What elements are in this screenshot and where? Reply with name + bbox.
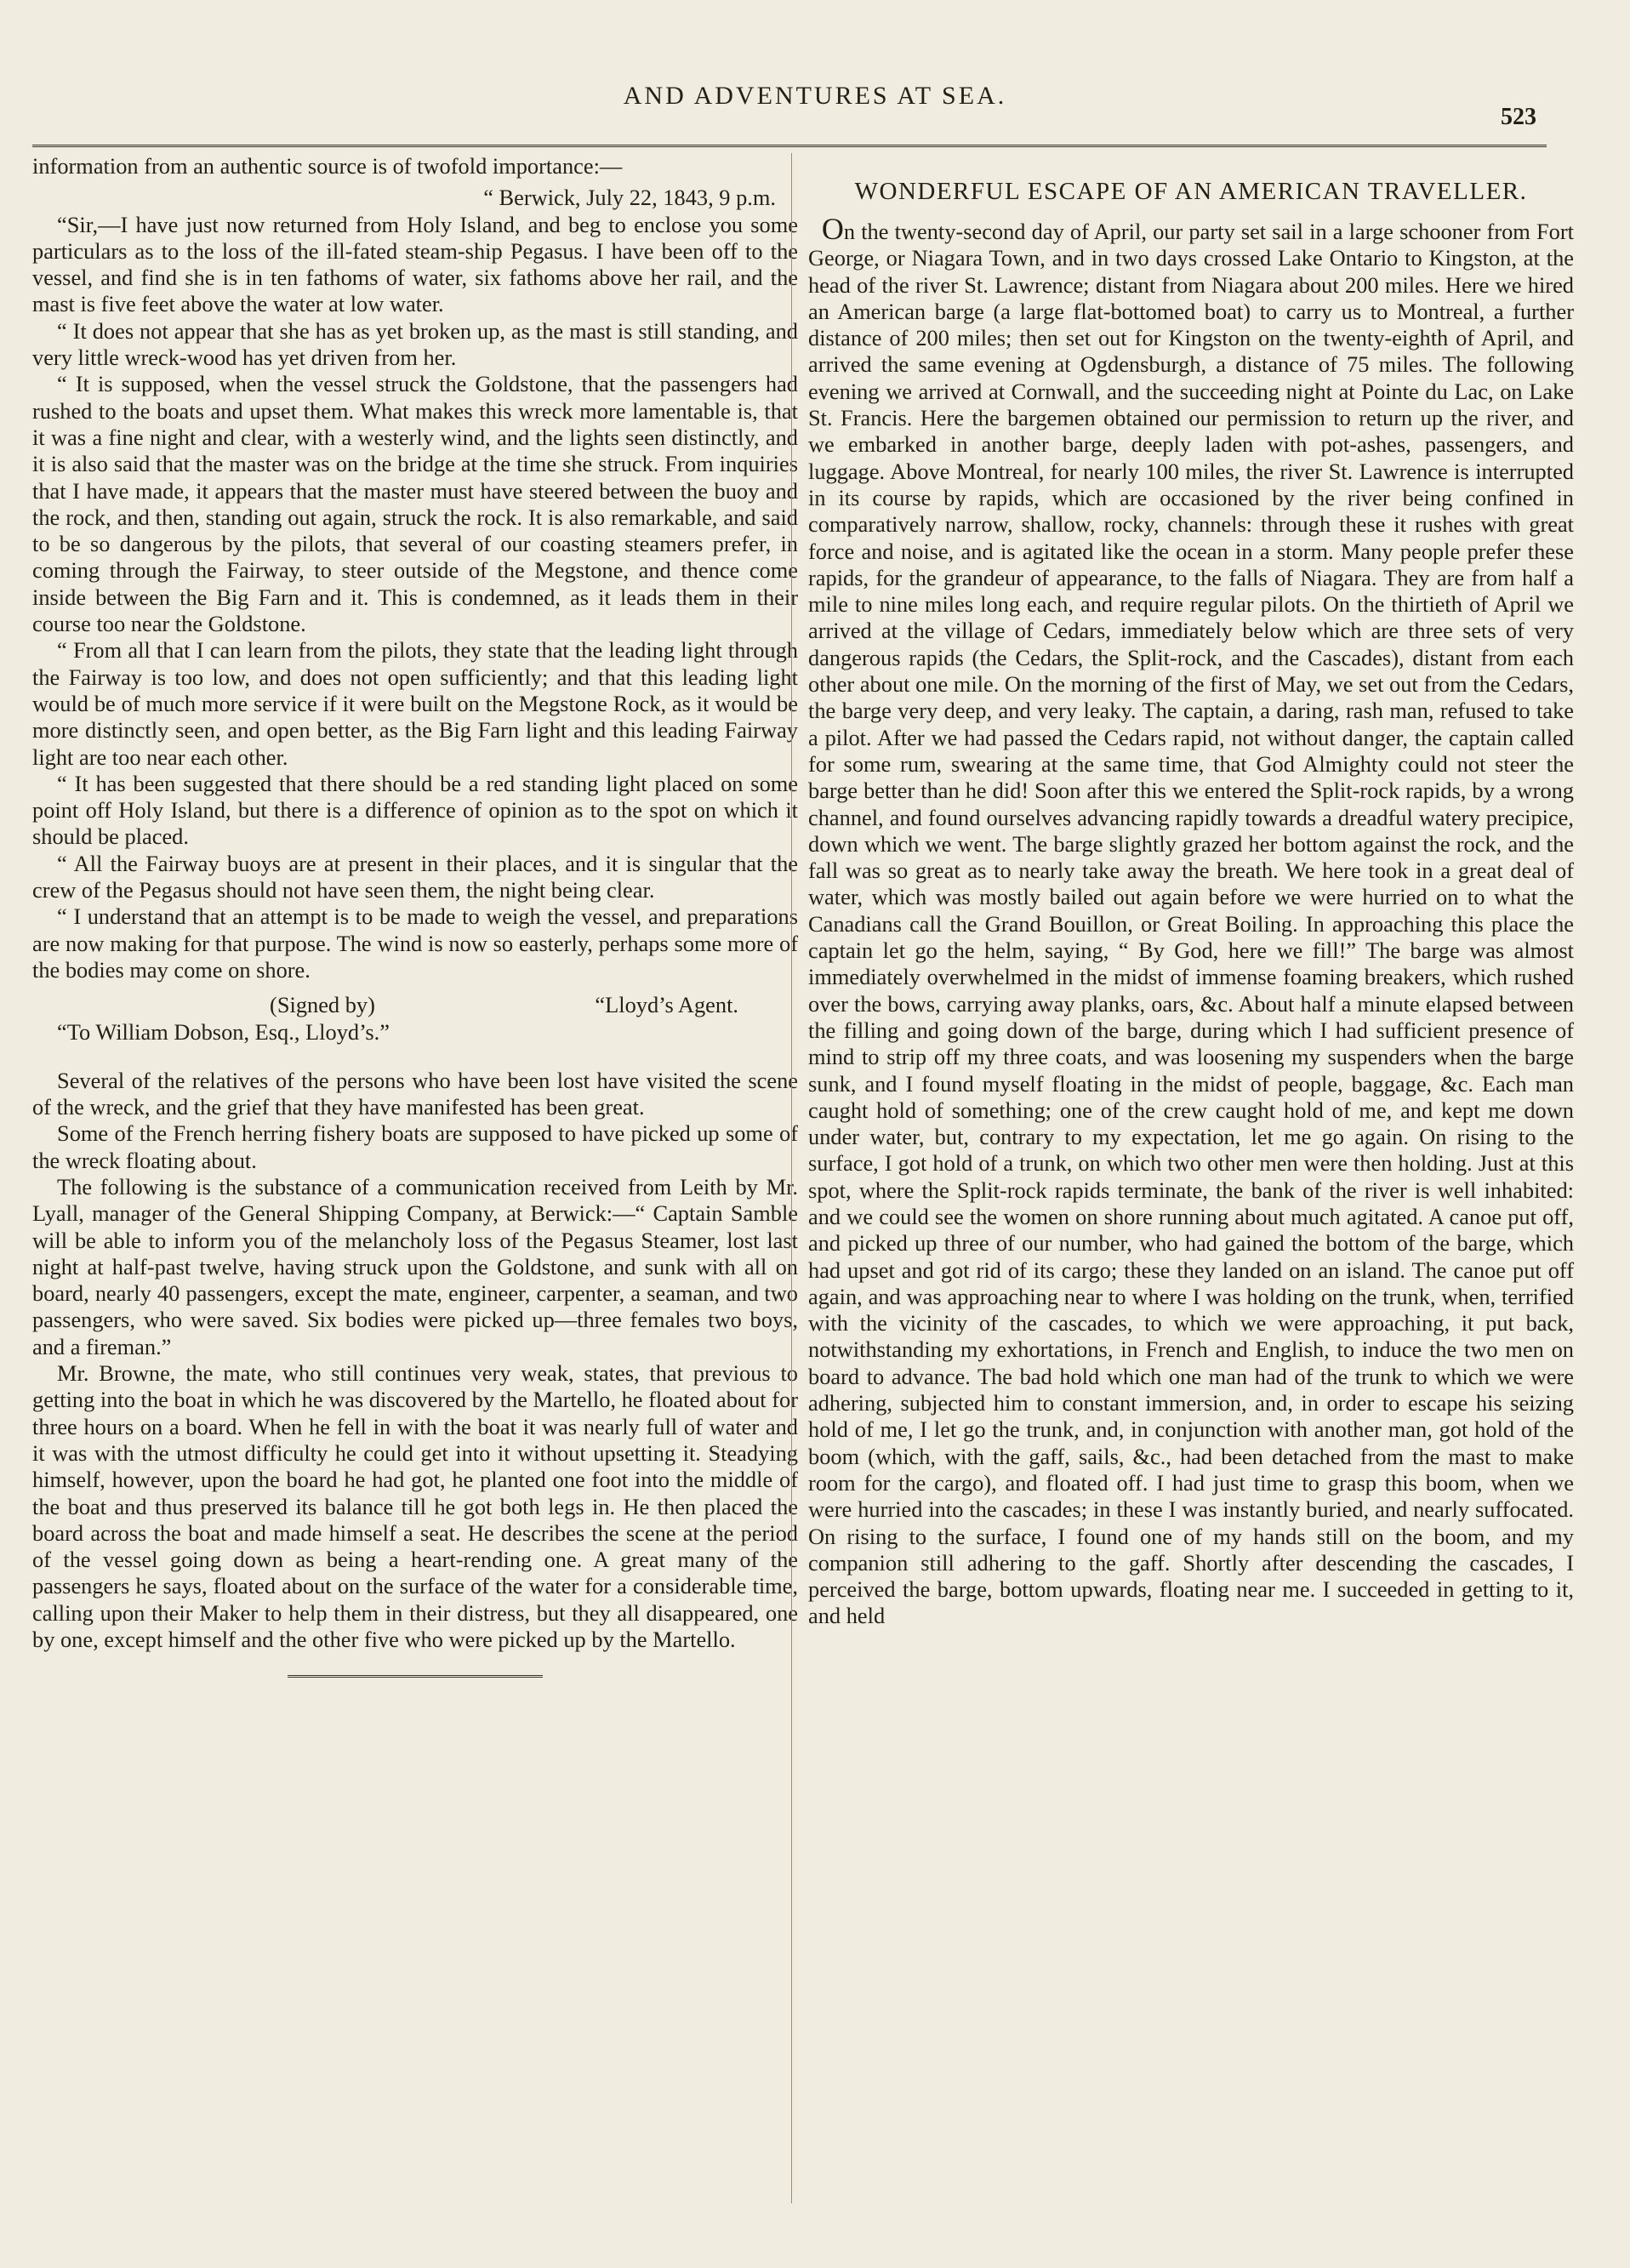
article-end-rule — [288, 1675, 543, 1678]
letter-paragraph: “ It has been suggested that there should be a red standing light placed on some point off Holy Island, but there is a difference of opinion as to the spot on which it should be placed. — [32, 770, 798, 850]
running-head: AND ADVENTURES AT SEA. — [623, 82, 1007, 110]
right-column — [808, 153, 1574, 1630]
body-paragraph: The following is the substance of a communication received from Leith by Mr. Lyall, manager of the General Shipping Company, at Berwick:—“ Captain Samble will be able to inform you of the melancholy loss of the Pegasus Steamer, lost last night at half-past twelve, having struck upon the Goldstone, and sunk with all on board, nearly 40 passengers, except the mate, engineer, carpenter, a seaman, and two passengers, who were saved. Six bodies were picked up—three females two boys, and a fireman.” — [32, 1173, 798, 1359]
header-rule — [32, 145, 1547, 147]
article-first-paragraph — [808, 212, 1574, 1630]
article-title: WONDERFUL ESCAPE OF AN AMERICAN TRAVELLER. — [854, 178, 1528, 205]
letter-paragraph: “ From all that I can learn from the pilots, they state that the leading light through the Fairway is too low, and does not open sufficiently; and that this leading light would be of much more service if it were built on the Megstone Rock, as it would be more distinctly seen, and open better, as the Big Farn light and this leading Fairway light are too near each other. — [32, 637, 798, 770]
page-number: 523 — [1501, 104, 1536, 130]
column-divider — [791, 153, 792, 2203]
left-column — [32, 153, 798, 1678]
drop-initial: O — [821, 212, 844, 246]
signed-name: “Lloyd’s Agent. — [595, 992, 738, 1018]
letter-paragraph: “ All the Fairway buoys are at present in their places, and it is singular that the crew of the Pegasus should not have seen them, the night being clear. — [32, 850, 798, 903]
letter-dateline: “ Berwick, July 22, 1843, 9 p.m. — [483, 185, 776, 211]
letter-paragraph: “ I understand that an attempt is to be made to weigh the vessel, and preparations are now making for that purpose. The wind is now so easterly, perhaps some more of the bodies may come on shore. — [32, 903, 798, 983]
letter-paragraph: “ It is supposed, when the vessel struck the Goldstone, that the passengers had rushed to the boats and upset them. What makes this wreck more lamentable is, that it was a fine night and clear, with a westerly wind, and the lights seen distinctly, and it is also said that the master was on the bridge at the time she struck. From inquiries that I have made, it appears that the master must have steered between the buoy and the rock, and then, standing out again, struck the rock. It is also remarkable, and said to be so dangerous by the pilots, that several of our coasting steamers prefer, in coming through the Fairway, to steer outside of the Megstone, and thence come inside between the Big Farn and it. This is condemned, as it leads them in their course too near the Goldstone. — [32, 371, 798, 637]
letter-paragraph: “Sir,—I have just now returned from Holy Island, and beg to enclose you some particulars as to the loss of the ill-fated steam-ship Pegasus. I have been off to the vessel, and find she is in ten fathoms of water, six fathoms above her rail, and the mast is five feet above the water at low water. — [32, 211, 798, 317]
first-paragraph-text: n the twenty-second day of April, our party set sail in a large schooner from Fort George, or Niagara Town, and in two days crossed Lake Ontario to Kingston, at the head of the river St. Lawrence; distant from Niagara about 200 miles. Here we hired an American barge (a large flat-bottomed boat) to carry us to Montreal, a further distance of 200 miles; then set out for Kingston on the twenty-eighth of April, and arrived the same evening at Ogdensburgh, a distance of 75 miles. The following evening we arrived at Cornwall, and the succeeding night at Pointe du Lac, on Lake St. Francis. Here the bargemen obtained our permission to return up the river, and we embarked in another barge, deeply laden with pot-ashes, passengers, and luggage. Above Montreal, for nearly 100 miles, the river St. Lawrence is interrupted in its course by rapids, which are occasioned by the river being confined in comparatively narrow, shallow, rocky, channels: through these it rushes with great force and noise, and is agitated like the ocean in a storm. Many people prefer these rapids, for the grandeur of appearance, to the falls of Niagara. They are from half a mile to nine miles long each, and require regular pilots. On the thirtieth of April we arrived at the village of Cedars, immediately below which are three sets of very dangerous rapids (the Cedars, the Split-rock, and the Cascades), distant from each other about one mile. On the morning of the first of May, we set out from the Cedars, the barge very deep, and very leaky. The captain, a daring, rash man, refused to take a pilot. After we had passed the Cedars rapid, not without danger, the captain called for some rum, swearing at the same time, that God Almighty could not steer the barge better than he did! Soon after this we entered the Split-rock rapids, by a wrong channel, and found ourselves advancing rapidly towards a dreadful watery precipice, down which we went. The barge slightly grazed her bottom against the rock, and the fall was so great as to nearly take away the breath. We here took in a great deal of water, which was mostly bailed out again before we were hurried on to what the Canadians call the Grand Bouillon, or Great Boiling. In approaching this place the captain let go the helm, saying, “ By God, here we fill!” The barge was almost immediately overwhelmed in the midst of immense foaming breakers, which rushed over the bows, carrying away planks, oars, &c. About half a minute elapsed between the filling and going down of the barge, during which I had sufficient presence of mind to strip off my three coats, and was loosening my suspenders when the barge sunk, and I found myself floating in the midst of people, baggage, &c. Each man caught hold of something; one of the crew caught hold of me, and kept me down under water, but, contrary to my expectation, let me go again. On rising to the surface, I got hold of a trunk, on which two other men were then holding. Just at this spot, where the Split-rock rapids terminate, the bank of the river is well inhabited: and we could see the women on shore running about much agitated. A canoe put off, and picked up three of our number, who had gained the bottom of the barge, which had upset and got rid of its cargo; these they landed on an island. The canoe put off again, and was approaching near to where I was holding on the trunk, when, terrified with the vicinity of the cascades, to which we were approaching, it put back, notwithstanding my exhortations, in French and English, to induce the two men on board to advance. The bad hold which one man had of the trunk to which we were adhering, subjected him to constant immersion, and, in order to escape his seizing hold of me, I let go the trunk, and, in conjunction with another man, got hold of the boom (which, with the gaff, sails, &c., had been detached from the mast to make room for the cargo), and floated off. I had just time to grasp this boom, when we were hurried into the cascades; in these I was instantly buried, and nearly suffocated. On rising to the surface, I found one of my hands still on the boom, and my companion still adhering to the gaff. Shortly after descending the cascades, I perceived the barge, bottom upwards, floating near me. I succeeded in getting to it, and held — [808, 219, 1574, 1629]
body-paragraph: Mr. Browne, the mate, who still continues very weak, states, that previous to getting into the boat in which he was discovered by the Martello, he floated about for three hours on a board. When he fell in with the boat it was nearly full of water and it was with the utmost difficulty he could get into it without upsetting it. Steadying himself, however, upon the board he had got, he planted one foot into the middle of the boat and thus preserved its balance till he got both legs in. He then placed the board across the boat and made himself a seat. He describes the scene at the period of the vessel going down as being a heart-rending one. A great many of the passengers he says, floated about on the surface of the water for a considerable time, calling upon their Maker to help them in their distress, but they all disappeared, one by one, except himself and the other five who were picked up by the Martello. — [32, 1360, 798, 1653]
letter-addressee: “To William Dobson, Esq., Lloyd’s.” — [57, 1018, 390, 1045]
intro-fragment: information from an authentic source is of twofold importance:— — [32, 153, 623, 179]
body-paragraph: Several of the relatives of the persons who have been lost have visited the scene of the wreck, and the grief that they have manifested has been great. — [32, 1067, 798, 1120]
signature-line — [32, 992, 798, 1018]
signed-label: (Signed by) — [270, 992, 375, 1018]
letter-paragraph: “ It does not appear that she has as yet broken up, as the mast is still standing, and very little wreck-wood has yet driven from her. — [32, 317, 798, 371]
body-paragraph: Some of the French herring fishery boats are supposed to have picked up some of the wreck floating about. — [32, 1120, 798, 1173]
